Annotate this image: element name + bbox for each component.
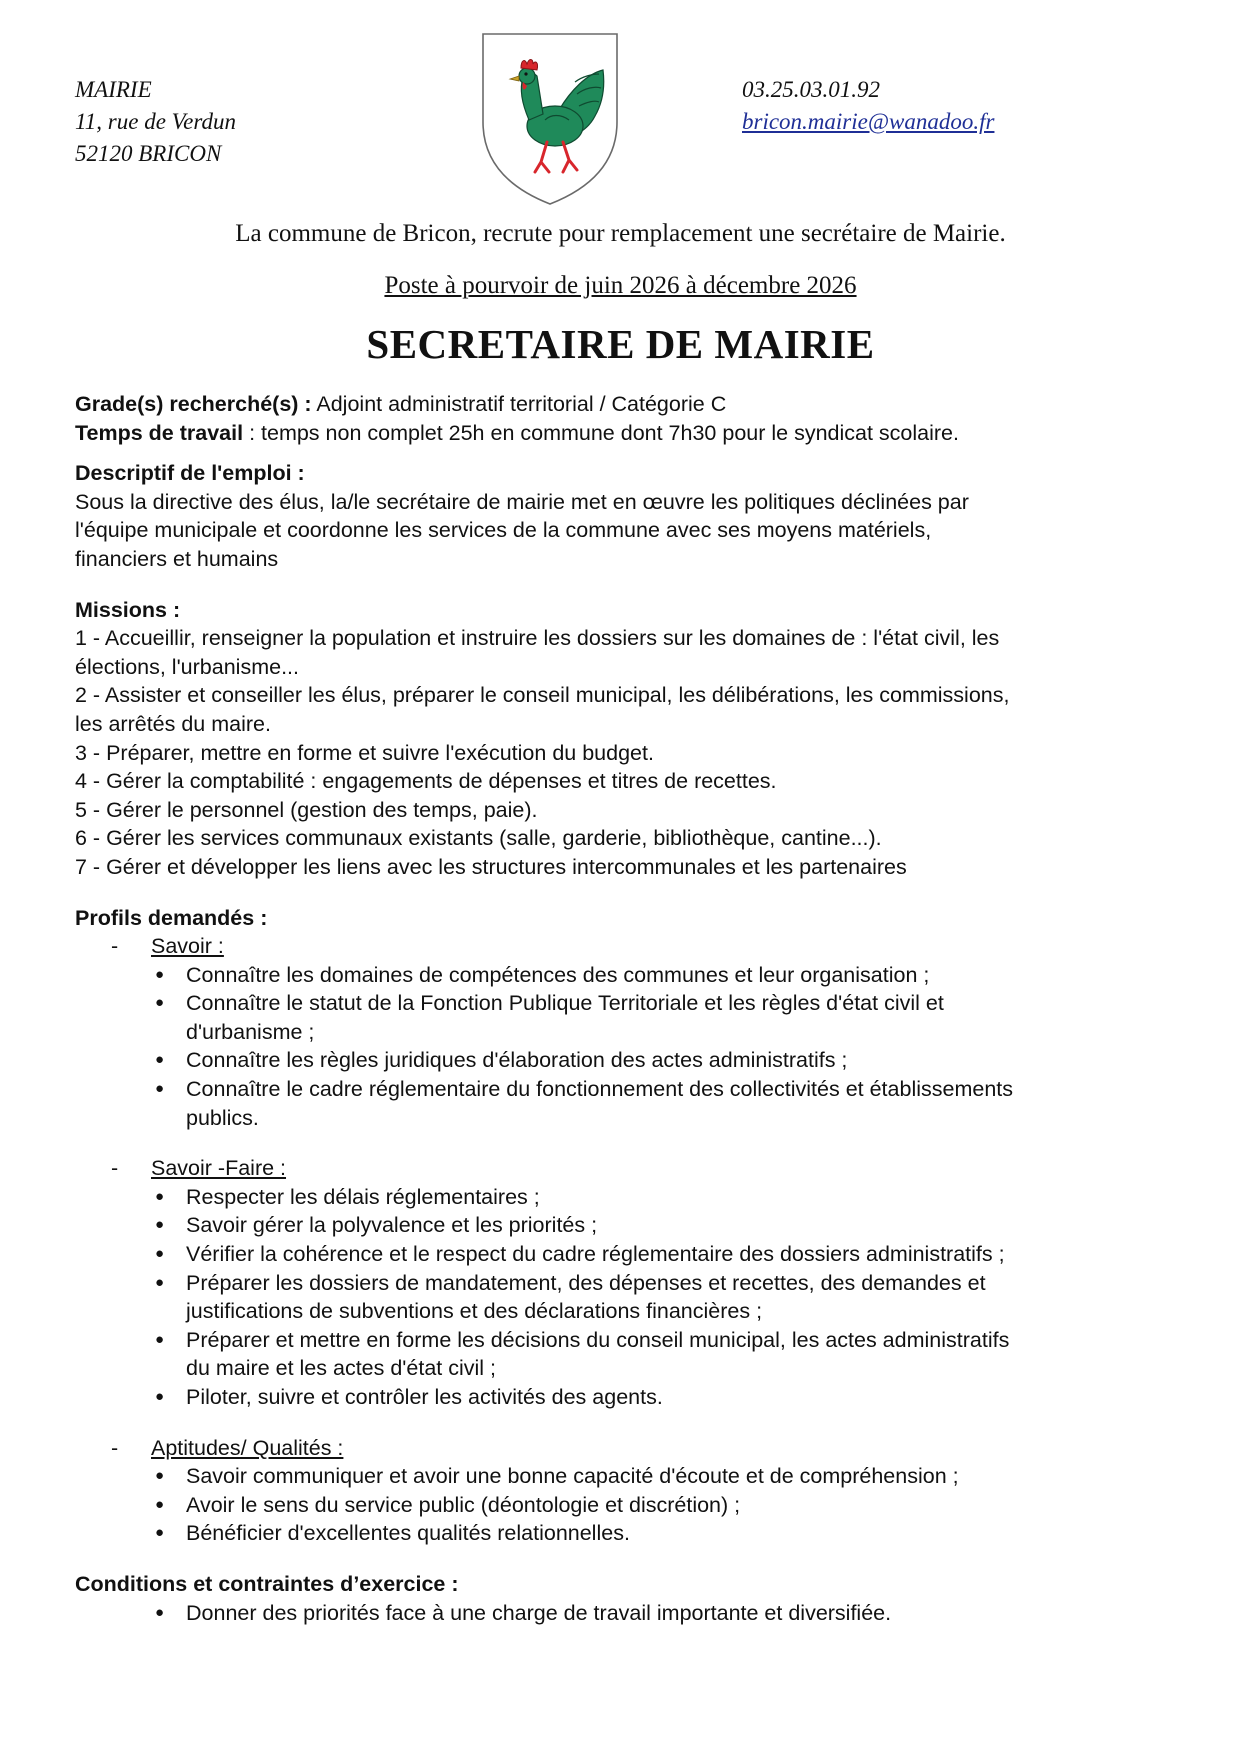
temps-label: Temps de travail bbox=[75, 420, 244, 445]
bullet-icon: ● bbox=[155, 1467, 165, 1485]
grade-label: Grade(s) recherché(s) : bbox=[75, 392, 312, 416]
list-item-line: Donner des priorités face à une charge de travail importante et diversifiée. bbox=[186, 1600, 892, 1625]
list-item bbox=[155, 989, 1175, 1046]
list-item bbox=[155, 1383, 1175, 1412]
aptitudes-list bbox=[75, 1462, 1175, 1548]
bullet-icon: ● bbox=[155, 1216, 165, 1234]
savoir-faire-list bbox=[75, 1183, 1175, 1412]
list-item-line: Préparer et mettre en forme les décisions du conseil municipal, les actes administratifs bbox=[186, 1327, 1010, 1352]
aptitudes-label: Aptitudes/ Qualités : bbox=[151, 1435, 344, 1460]
email-link[interactable]: bricon.mairie@wanadoo.fr bbox=[742, 109, 995, 134]
dash-marker: - bbox=[111, 1435, 119, 1460]
grade-line bbox=[75, 390, 1175, 419]
list-item-line: Connaître les règles juridiques d'élaboration des actes administratifs ; bbox=[186, 1048, 848, 1073]
mission-line: 4 - Gérer la comptabilité : engagements de dépenses et titres de recettes. bbox=[75, 769, 777, 794]
mission-line: 3 - Préparer, mettre en forme et suivre l'exécution du budget. bbox=[75, 740, 654, 765]
list-item bbox=[155, 1326, 1175, 1383]
mairie-address bbox=[75, 74, 236, 170]
dash-marker: - bbox=[111, 1156, 119, 1181]
mairie-contact bbox=[742, 74, 994, 138]
aptitudes-subheading bbox=[75, 1434, 1175, 1463]
document-body bbox=[75, 390, 1175, 1627]
list-item-line: publics. bbox=[186, 1105, 259, 1130]
list-item bbox=[155, 1211, 1175, 1240]
list-item bbox=[155, 1491, 1175, 1520]
rooster-crest-icon bbox=[479, 30, 621, 208]
descriptif-line: l'équipe municipale et coordonne les services de la commune avec ses moyens matériels, bbox=[75, 518, 932, 543]
missions-heading: Missions : bbox=[75, 597, 181, 622]
list-item-line: Connaître le cadre réglementaire du fonctionnement des collectivités et établissements bbox=[186, 1077, 1014, 1102]
list-item-line: Connaître le statut de la Fonction Publique Territoriale et les règles d'état civil et bbox=[186, 991, 944, 1016]
bullet-icon: ● bbox=[155, 1524, 165, 1542]
phone-number: 03.25.03.01.92 bbox=[742, 77, 880, 102]
profils-heading: Profils demandés : bbox=[75, 905, 268, 930]
mission-line: 2 - Assister et conseiller les élus, préparer le conseil municipal, les délibérations, les commissions, bbox=[75, 683, 1010, 708]
grade-value: Adjoint administratif territorial / Catégorie C bbox=[311, 392, 727, 416]
list-item-line: Savoir gérer la polyvalence et les priorités ; bbox=[186, 1213, 598, 1238]
bullet-icon: ● bbox=[155, 1388, 165, 1405]
temps-value: : temps non complet 25h en commune dont 7h30 pour le syndicat scolaire. bbox=[243, 420, 959, 445]
bullet-icon: ● bbox=[155, 965, 165, 983]
list-item-line: Savoir communiquer et avoir une bonne capacité d'écoute et de compréhension ; bbox=[186, 1464, 959, 1489]
list-item-line: Préparer les dossiers de mandatement, des dépenses et recettes, des demandes et bbox=[186, 1270, 986, 1295]
savoir-faire-label: Savoir -Faire : bbox=[151, 1156, 287, 1181]
bullet-icon: ● bbox=[155, 994, 165, 1012]
mission-line: 5 - Gérer le personnel (gestion des temps, paie). bbox=[75, 797, 538, 822]
mission-line: élections, l'urbanisme... bbox=[75, 654, 299, 679]
savoir-list bbox=[75, 961, 1175, 1133]
list-item-line: Piloter, suivre et contrôler les activités des agents. bbox=[186, 1385, 663, 1409]
conditions-list bbox=[75, 1599, 1175, 1628]
savoir-subheading bbox=[75, 932, 1175, 961]
bullet-icon: ● bbox=[155, 1245, 165, 1263]
address-line: MAIRIE bbox=[75, 77, 152, 102]
list-item-line: du maire et les actes d'état civil ; bbox=[186, 1356, 497, 1381]
list-item-line: Connaître les domaines de compétences des communes et leur organisation ; bbox=[186, 962, 930, 987]
savoir-faire-subheading bbox=[75, 1154, 1175, 1183]
bullet-icon: ● bbox=[155, 1080, 165, 1098]
savoir-label: Savoir : bbox=[151, 934, 224, 959]
descriptif-line: financiers et humains bbox=[75, 546, 279, 571]
mission-line: 1 - Accueillir, renseigner la population et instruire les dossiers sur les domaines de : l'état civil, les bbox=[75, 626, 1000, 651]
descriptif-heading: Descriptif de l'emploi : bbox=[75, 461, 305, 486]
list-item-line: d'urbanisme ; bbox=[186, 1019, 315, 1044]
address-line: 11, rue de Verdun bbox=[75, 109, 236, 134]
list-item bbox=[155, 1599, 1175, 1628]
bullet-icon: ● bbox=[155, 1330, 165, 1348]
intro-text: La commune de Bricon, recrute pour remplacement une secrétaire de Mairie. bbox=[235, 220, 1006, 247]
period-text: Poste à pourvoir de juin 2026 à décembre 2026 bbox=[384, 272, 857, 299]
bullet-icon: ● bbox=[155, 1495, 165, 1513]
bullet-icon: ● bbox=[155, 1603, 165, 1621]
mission-line: 7 - Gérer et développer les liens avec les structures intercommunales et les partenaires bbox=[75, 854, 907, 879]
list-item bbox=[155, 961, 1175, 990]
mission-line: 6 - Gérer les services communaux existants (salle, garderie, bibliothèque, cantine...). bbox=[75, 826, 882, 851]
page-title: SECRETAIRE DE MAIRIE bbox=[366, 321, 875, 367]
list-item bbox=[155, 1046, 1175, 1075]
mission-line: les arrêtés du maire. bbox=[75, 711, 271, 736]
conditions-heading: Conditions et contraintes d’exercice : bbox=[75, 1571, 459, 1596]
dash-marker: - bbox=[111, 934, 119, 959]
list-item-line: Avoir le sens du service public (déontologie et discrétion) ; bbox=[186, 1492, 741, 1517]
list-item-line: Bénéficier d'excellentes qualités relationnelles. bbox=[186, 1521, 630, 1546]
list-item-line: Respecter les délais réglementaires ; bbox=[186, 1184, 540, 1209]
list-item bbox=[155, 1269, 1175, 1326]
address-line: 52120 BRICON bbox=[75, 141, 222, 166]
list-item bbox=[155, 1075, 1175, 1132]
list-item-line: Vérifier la cohérence et le respect du cadre réglementaire des dossiers administratifs ; bbox=[186, 1242, 1005, 1267]
list-item bbox=[155, 1462, 1175, 1491]
bullet-icon: ● bbox=[155, 1051, 165, 1069]
bullet-icon: ● bbox=[155, 1273, 165, 1291]
period-line bbox=[0, 269, 1241, 303]
list-item-line: justifications de subventions et des déclarations financières ; bbox=[186, 1299, 763, 1324]
temps-line bbox=[75, 419, 1175, 448]
bullet-icon: ● bbox=[155, 1187, 165, 1205]
list-item bbox=[155, 1519, 1175, 1548]
descriptif-line: Sous la directive des élus, la/le secrétaire de mairie met en œuvre les politiques déclinées par bbox=[75, 489, 969, 514]
list-item bbox=[155, 1240, 1175, 1269]
list-item bbox=[155, 1183, 1175, 1212]
